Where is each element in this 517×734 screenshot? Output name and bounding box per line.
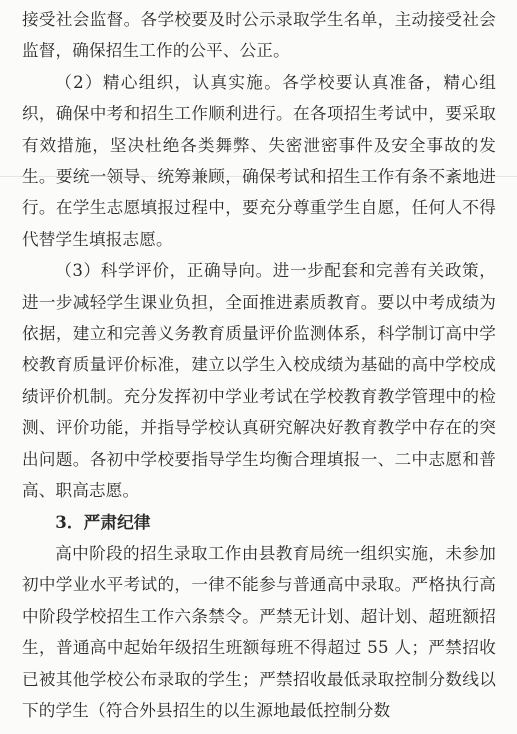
paragraph-scientific-evaluation: （3）科学评价，正确导向。进一步配套和完善有关政策，进一步减轻学生课业负担，全面推进素质教育。要以中考成绩为依据，建立和完善义务教育质量评价监测体系，科学制订高中学校教育质量评价标准，建立以学生入校成绩为基础的高中学校成绩评价机制。充分发挥初中学业考试在学校教育教学管理中的检测、评价功能，并指导学校认真研究解决好教育教学中存在的突出问题。各初中学校要指导学生均衡合理填报一、二中志愿和普高、职高志愿。 — [22, 261, 496, 501]
continuation-paragraph: 接受社会监督。各学校要及时公示录取学生名单，主动接受社会监督，确保招生工作的公平、公正。 — [22, 10, 496, 61]
document-body — [22, 4, 496, 726]
paragraph-admission-rules: 高中阶段的招生录取工作由县教育局统一组织实施，未参加初中学业水平考试的，一律不能参与普通高中录取。严格执行高中阶段学校招生工作六条禁令。严禁无计划、超计划、超班额招生，普通高中起始年级招生班额每班不得超过 55 人；严禁招收已被其他学校公布录取的学生；严禁招收最低录取控制分数线以下的学生（符合外县招生的以生源地最低控制分数 — [22, 543, 496, 720]
section-heading-strict-discipline: 3．严肃纪律 — [55, 511, 151, 532]
paragraph-organize-carefully: （2）精心组织，认真实施。各学校要认真准备，精心组织，确保中考和招生工作顺利进行。在各项招生考试中，要采取有效措施，坚决杜绝各类舞弊、失密泄密事件及安全事故的发生。要统一领导、统筹兼顾，确保考试和招生工作有条不紊地进行。在学生志愿填报过程中，要充分尊重学生自愿，任何人不得代替学生填报志愿。 — [22, 72, 496, 249]
